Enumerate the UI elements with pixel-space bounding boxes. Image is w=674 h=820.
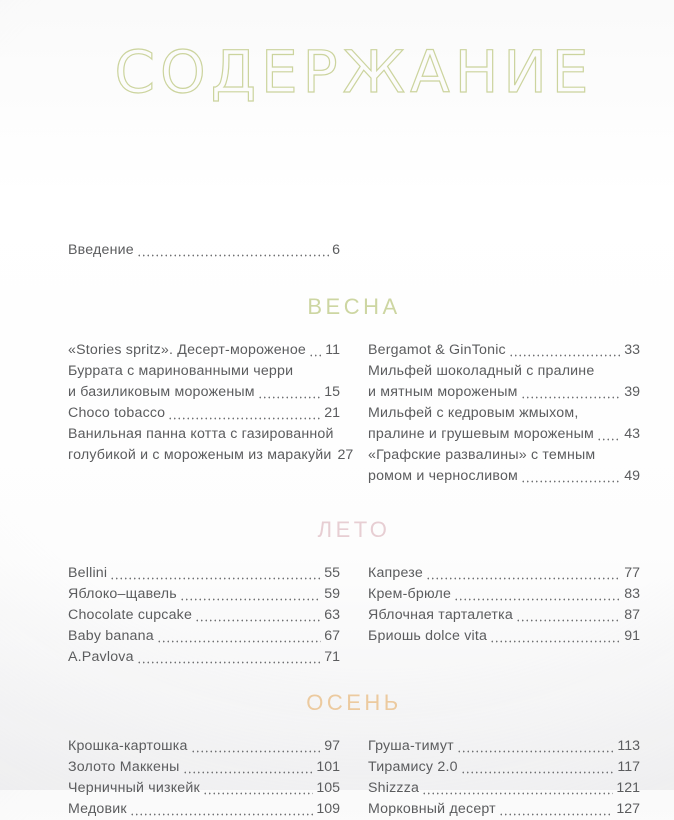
section-columns <box>68 736 640 820</box>
toc-entry <box>68 424 354 466</box>
section-heading: ОСЕНЬ <box>306 690 402 715</box>
toc-line <box>68 778 340 799</box>
section-heading: ВЕСНА <box>307 294 401 319</box>
toc-page-number: 55 <box>324 565 340 581</box>
toc-entry <box>368 403 640 445</box>
toc-column <box>68 340 354 487</box>
toc-entry <box>68 361 340 403</box>
toc-entry-text: Крем-брюле <box>368 586 452 602</box>
toc-column <box>68 563 340 668</box>
toc-entry <box>368 445 640 487</box>
dot-leader <box>509 352 621 357</box>
toc-page-number: 63 <box>324 607 340 623</box>
toc-line <box>368 382 640 403</box>
toc-page-number: 71 <box>324 649 340 665</box>
toc-entry <box>368 799 640 820</box>
toc-entry-text: Капрезе <box>368 565 423 581</box>
dot-leader <box>191 748 322 753</box>
spacer <box>68 716 640 736</box>
dot-leader <box>110 575 321 580</box>
toc-line <box>368 778 640 799</box>
toc-line <box>368 736 640 757</box>
dot-leader <box>183 769 314 774</box>
toc-entry-text: «Графские развалины» с темным <box>368 447 596 463</box>
toc-entry-text: Введение <box>68 242 134 258</box>
toc-line <box>368 626 640 647</box>
dot-leader <box>461 769 615 774</box>
toc-column <box>368 736 640 820</box>
dot-leader <box>422 790 613 795</box>
toc-column <box>68 736 340 820</box>
toc-entry-text: ромом и черносливом <box>368 468 519 484</box>
toc-entry-text: Ванильная панна котта с газированной <box>68 426 334 442</box>
toc-entry <box>68 778 340 799</box>
toc-entry-text: Chocolate cupcake <box>68 607 193 623</box>
toc-page-number: 15 <box>324 384 340 400</box>
section-columns <box>68 340 640 487</box>
dot-leader <box>521 478 621 483</box>
dot-leader <box>180 596 321 601</box>
toc-line <box>368 466 640 487</box>
toc-line <box>368 445 640 466</box>
toc-entry <box>368 757 640 778</box>
toc-line <box>68 605 340 626</box>
contents-title-block <box>68 0 640 118</box>
toc-entry <box>68 584 340 605</box>
toc-entry-text: Бриошь dolce vita <box>368 628 488 644</box>
toc-page-number: 105 <box>316 780 340 796</box>
spacer <box>68 543 640 563</box>
toc-page-number: 49 <box>624 468 640 484</box>
toc-entry <box>368 778 640 799</box>
toc-entry-text: Морковный десерт <box>368 801 496 817</box>
toc-line <box>368 563 640 584</box>
dot-leader <box>490 638 621 643</box>
toc-entry-text: «Stories spritz». Десерт-мороженое <box>68 342 307 358</box>
toc-page-number: 67 <box>324 628 340 644</box>
toc-entry <box>368 736 640 757</box>
page-title: СОДЕРЖАНИЕ <box>114 38 594 106</box>
toc-line <box>68 736 340 757</box>
toc-page-number: 97 <box>324 738 340 754</box>
toc-page-number: 21 <box>324 405 340 421</box>
toc-entry-text: Bellini <box>68 565 108 581</box>
toc-entry-text: и мятным мороженым <box>368 384 518 400</box>
section-heading: ЛЕТО <box>317 517 391 542</box>
toc-entry-text: Bergamot & GinTonic <box>368 342 506 358</box>
toc-entry-text: Черничный чизкейк <box>68 780 200 796</box>
toc-entry <box>68 605 340 626</box>
toc-entry <box>68 626 340 647</box>
toc-entry-text: Яблоко–щавель <box>68 586 177 602</box>
toc-entry-text: пралине и грушевым мороженым <box>368 426 594 442</box>
toc-page-number: 11 <box>325 342 340 358</box>
toc-line <box>68 757 340 778</box>
toc-entry-text: Мильфей с кедровым жмыхом, <box>368 405 579 421</box>
toc-line <box>68 563 340 584</box>
toc-line <box>368 403 640 424</box>
toc-entry-text: Буррата с маринованными черри <box>68 363 294 379</box>
dot-leader <box>130 811 314 816</box>
toc-line <box>68 361 340 382</box>
toc-entry <box>68 563 340 584</box>
toc-entry-intro <box>68 240 340 261</box>
spacer <box>68 118 640 240</box>
dot-leader <box>499 811 613 816</box>
dot-leader <box>137 252 329 257</box>
toc-page-number: 91 <box>624 628 640 644</box>
toc-page-number: 33 <box>624 342 640 358</box>
toc-entry <box>368 605 640 626</box>
toc-sections <box>68 261 640 820</box>
toc-page-number: 113 <box>617 738 640 754</box>
toc-line <box>68 647 340 668</box>
toc-entry-text: Крошка-картошка <box>68 738 188 754</box>
dot-leader <box>516 617 621 622</box>
toc-line <box>68 340 340 361</box>
toc-line <box>68 240 340 261</box>
toc-entry <box>368 626 640 647</box>
toc-page-number: 6 <box>332 242 340 258</box>
toc-entry-text: Золото Маккены <box>68 759 180 775</box>
toc-line <box>368 605 640 626</box>
toc-entry <box>368 584 640 605</box>
toc-line <box>368 584 640 605</box>
toc-entry-text: Shizzza <box>368 780 420 796</box>
toc-entry <box>68 757 340 778</box>
dot-leader <box>309 352 322 357</box>
toc-page-number: 101 <box>316 759 340 775</box>
dot-leader <box>168 415 321 420</box>
toc-entry-text: Яблочная тарталетка <box>368 607 513 623</box>
dot-leader <box>454 596 621 601</box>
toc-entry-text: Choco tobacco <box>68 405 166 421</box>
toc-line <box>68 799 340 820</box>
toc-entry-text: Груша-тимут <box>368 738 454 754</box>
dot-leader <box>521 394 622 399</box>
spacer <box>68 261 640 294</box>
toc-line <box>368 757 640 778</box>
dot-leader <box>137 659 322 664</box>
toc-line <box>68 403 340 424</box>
toc-entry-text: A.Pavlova <box>68 649 134 665</box>
toc-page-number: 121 <box>616 780 640 796</box>
toc-page-number: 59 <box>324 586 340 602</box>
toc-column <box>368 563 640 668</box>
toc-entry-text: Мильфей шоколадный с пралине <box>368 363 595 379</box>
toc-line <box>68 584 340 605</box>
toc-line <box>368 424 640 445</box>
toc-entry <box>68 647 340 668</box>
toc-entry <box>368 563 640 584</box>
toc-line <box>68 424 340 445</box>
toc-entry-text: Тирамису 2.0 <box>368 759 458 775</box>
contents-title-art <box>68 26 640 118</box>
toc-page-number: 83 <box>624 586 640 602</box>
toc-entry <box>68 403 340 424</box>
toc-line <box>68 382 340 403</box>
section-columns <box>68 563 640 668</box>
toc-page-number: 43 <box>624 426 640 442</box>
toc-entry-text: голубикой и с мороженым из маракуйи <box>68 447 332 463</box>
toc-entry <box>68 340 340 361</box>
dot-leader <box>195 617 321 622</box>
toc-entry <box>68 736 340 757</box>
toc-line <box>68 445 354 466</box>
toc-entry-text: Медовик <box>68 801 127 817</box>
toc-line <box>368 799 640 820</box>
dot-leader <box>426 575 621 580</box>
toc-entry <box>68 799 340 820</box>
toc-entry-text: Baby banana <box>68 628 154 644</box>
toc-line <box>368 361 640 382</box>
toc-entry <box>368 340 640 361</box>
toc-entry <box>368 361 640 403</box>
dot-leader <box>157 638 321 643</box>
toc-column <box>368 340 640 487</box>
toc-line <box>368 340 640 361</box>
toc-page-number: 87 <box>624 607 640 623</box>
dot-leader <box>457 748 615 753</box>
dot-leader <box>597 436 621 441</box>
toc-entry-text: и базиликовым мороженым <box>68 384 255 400</box>
toc-page-number: 117 <box>617 759 640 775</box>
spacer <box>68 320 640 340</box>
toc-page-number: 27 <box>337 447 354 463</box>
toc-page-number: 39 <box>624 384 640 400</box>
spacer <box>68 487 640 517</box>
toc-line <box>68 626 340 647</box>
spacer <box>68 668 640 690</box>
dot-leader <box>258 394 321 399</box>
dot-leader <box>203 790 313 795</box>
toc-page-number: 109 <box>316 801 340 817</box>
toc-page-number: 127 <box>616 801 640 817</box>
toc-page-number: 77 <box>624 565 640 581</box>
